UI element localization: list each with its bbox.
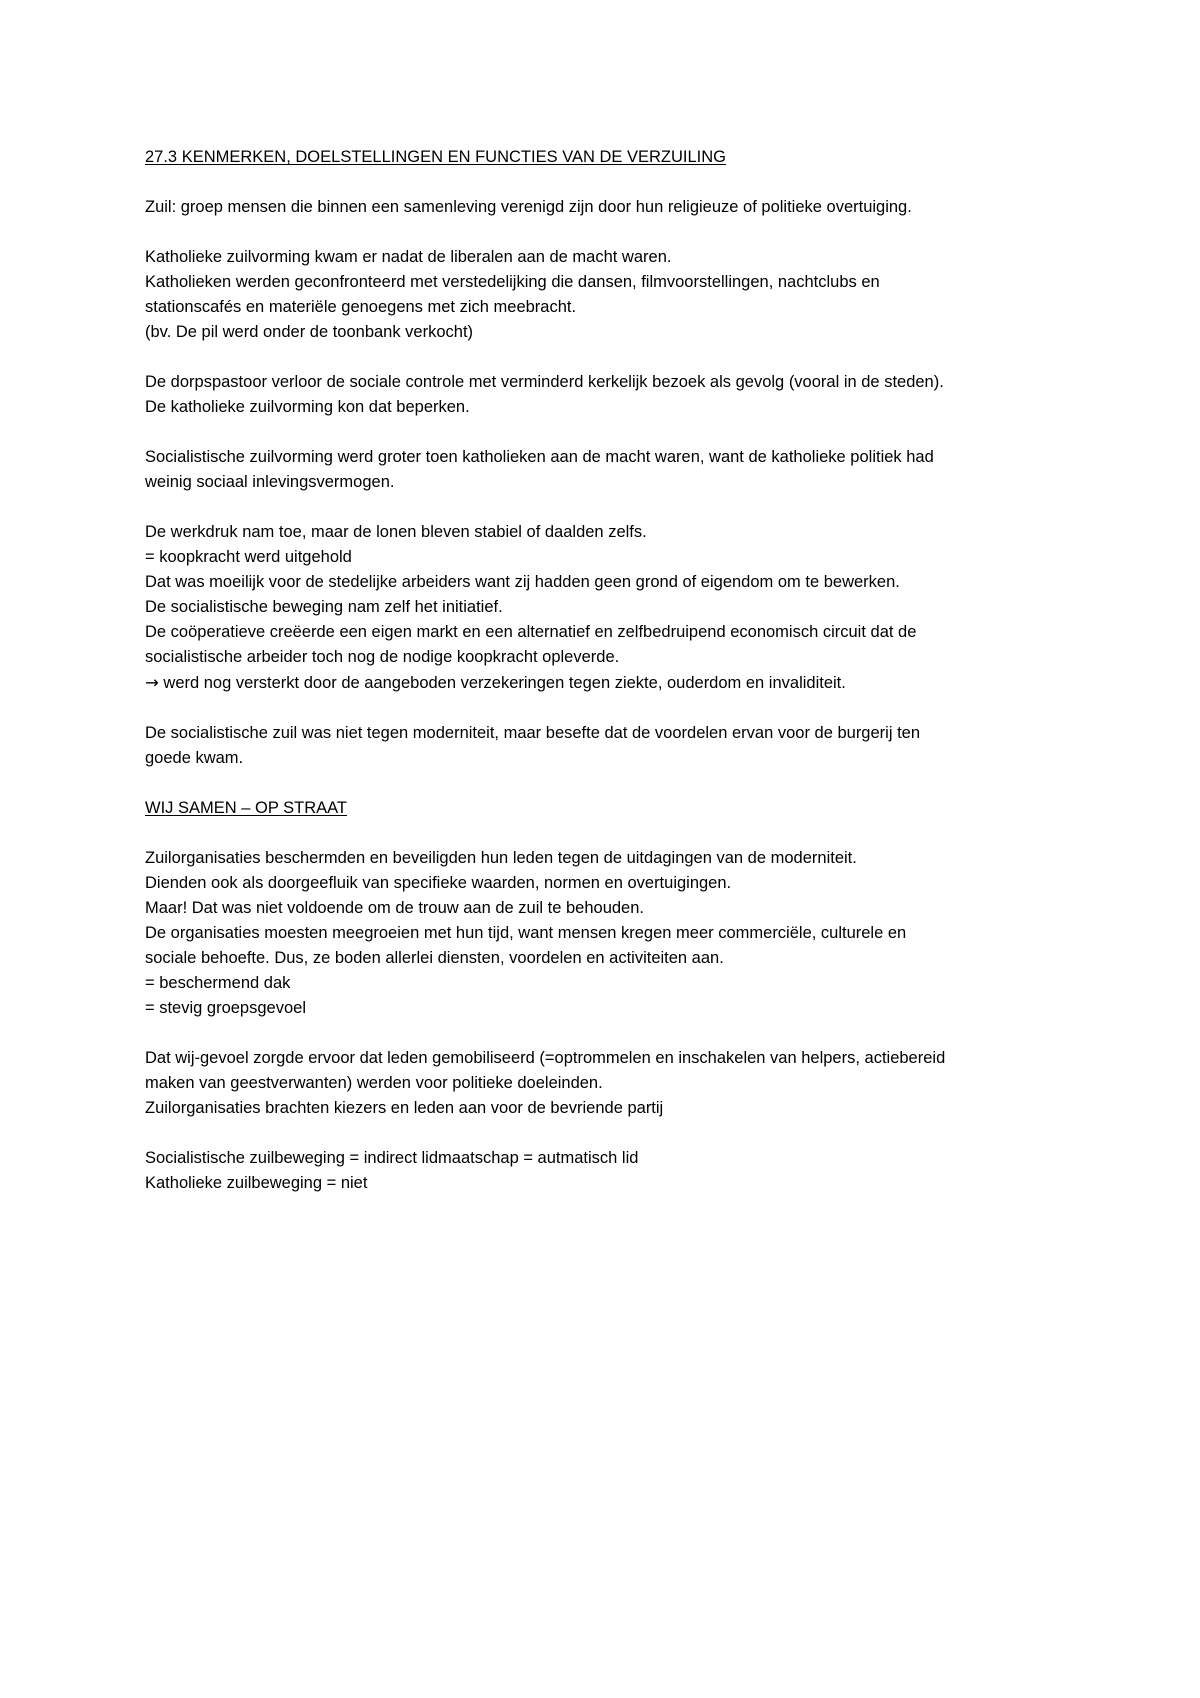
- section-heading: 27.3 KENMERKEN, DOELSTELLINGEN EN FUNCTIES VAN DE VERZUILING: [145, 148, 726, 166]
- text-line: = koopkracht werd uitgehold: [145, 548, 352, 566]
- spacer: [145, 420, 1075, 445]
- text-line: Socialistische zuilvorming werd groter toen katholieken aan de macht waren, want de katholieke politiek had: [145, 448, 934, 466]
- spacer: [145, 170, 1075, 195]
- text-line: De dorpspastoor verloor de sociale controle met verminderd kerkelijk bezoek als gevolg (vooral in de steden).: [145, 373, 944, 391]
- arrow-right-icon: →: [145, 673, 159, 692]
- text-line: Dat wij-gevoel zorgde ervoor dat leden gemobiliseerd (=optrommelen en inschakelen van helpers, actiebereid: [145, 1049, 946, 1067]
- text-line: Socialistische zuilbeweging = indirect lidmaatschap = autmatisch lid: [145, 1149, 639, 1167]
- text-line: Katholieken werden geconfronteerd met verstedelijking die dansen, filmvoorstellingen, nachtclubs en: [145, 273, 880, 291]
- spacer: [145, 821, 1075, 846]
- text-line: De katholieke zuilvorming kon dat beperken.: [145, 398, 470, 416]
- text-line: Dat was moeilijk voor de stedelijke arbeiders want zij hadden geen grond of eigendom om te bewerken.: [145, 573, 900, 591]
- arrow-line: [145, 670, 1075, 696]
- text-line: goede kwam.: [145, 749, 244, 767]
- text-line: stationscafés en materiële genoegens met zich meebracht.: [145, 298, 577, 316]
- text-line: Katholieke zuilvorming kwam er nadat de liberalen aan de macht waren.: [145, 248, 672, 266]
- text-line: Maar! Dat was niet voldoende om de trouw aan de zuil te behouden.: [145, 899, 644, 917]
- text-line: De coöperatieve creëerde een eigen markt en een alternatief en zelfbedruipend economisch circuit dat de: [145, 623, 917, 641]
- text-line: = stevig groepsgevoel: [145, 999, 306, 1017]
- section-heading: WIJ SAMEN – OP STRAAT: [145, 799, 348, 817]
- text-line: (bv. De pil werd onder de toonbank verkocht): [145, 323, 474, 341]
- text-line: Dienden ook als doorgeefluik van specifieke waarden, normen en overtuigingen.: [145, 874, 732, 892]
- text-line: Zuilorganisaties brachten kiezers en leden aan voor de bevriende partij: [145, 1099, 664, 1117]
- spacer: [145, 1121, 1075, 1146]
- definition-line: Zuil: groep mensen die binnen een samenleving verenigd zijn door hun religieuze of politieke overtuiging.: [145, 198, 912, 216]
- text-line: socialistische arbeider toch nog de nodige koopkracht opleverde.: [145, 648, 620, 666]
- text-line: weinig sociaal inlevingsvermogen.: [145, 473, 395, 491]
- text-line: = beschermend dak: [145, 974, 291, 992]
- arrow-line-text: werd nog versterkt door de aangeboden verzekeringen tegen ziekte, ouderdom en invaliditeit.: [158, 674, 846, 692]
- text-line: Katholieke zuilbeweging = niet: [145, 1174, 368, 1192]
- spacer: [145, 696, 1075, 721]
- text-line: Zuilorganisaties beschermden en beveiligden hun leden tegen de uitdagingen van de moderniteit.: [145, 849, 857, 867]
- spacer: [145, 771, 1075, 796]
- text-line: De socialistische beweging nam zelf het initiatief.: [145, 598, 503, 616]
- text-line: sociale behoefte. Dus, ze boden allerlei diensten, voordelen en activiteiten aan.: [145, 949, 724, 967]
- spacer: [145, 1021, 1075, 1046]
- spacer: [145, 495, 1075, 520]
- spacer: [145, 345, 1075, 370]
- text-line: De socialistische zuil was niet tegen moderniteit, maar besefte dat de voordelen ervan voor de burgerij ten: [145, 724, 921, 742]
- text-line: De organisaties moesten meegroeien met hun tijd, want mensen kregen meer commerciële, culturele en: [145, 924, 907, 942]
- spacer: [145, 220, 1075, 245]
- document-body: [145, 145, 1075, 1196]
- text-line: De werkdruk nam toe, maar de lonen bleven stabiel of daalden zelfs.: [145, 523, 647, 541]
- text-line: maken van geestverwanten) werden voor politieke doeleinden.: [145, 1074, 603, 1092]
